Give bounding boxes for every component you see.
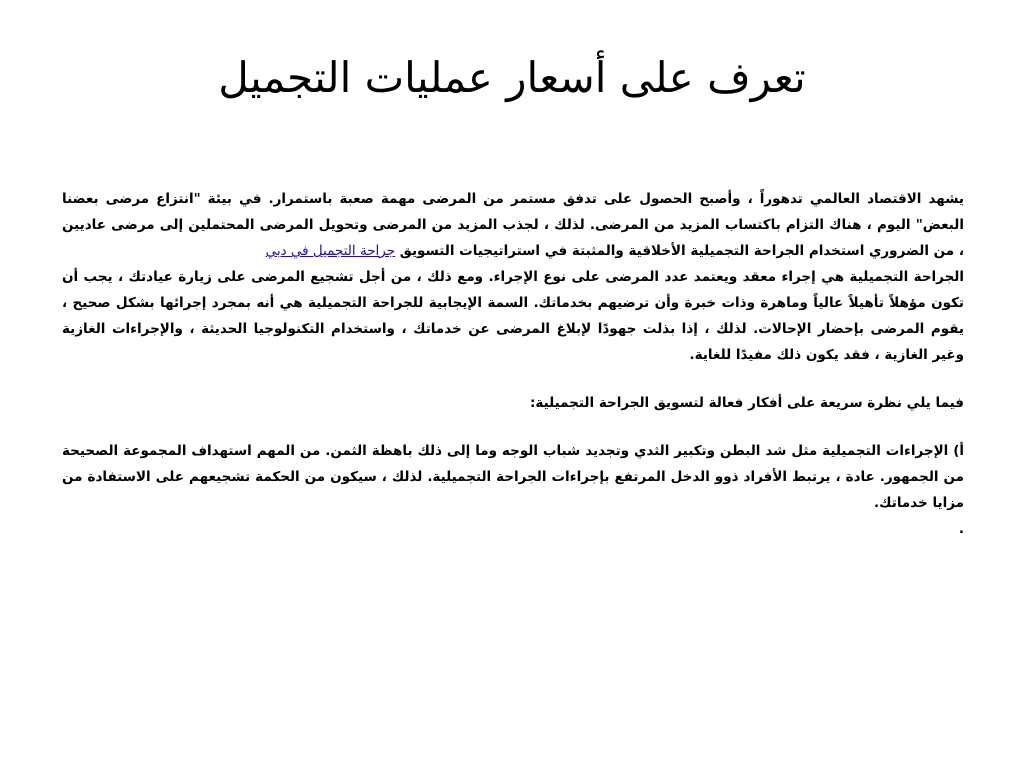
paragraph-marketing-ideas-heading: فيما يلي نظرة سريعة على أفكار فعالة لتسويق الجراحة التجميلية: xyxy=(530,395,964,411)
dubai-cosmetic-surgery-link[interactable]: جراحة التجميل في دبي xyxy=(265,243,396,259)
trailing-dot: . xyxy=(958,521,964,537)
slide-body xyxy=(62,186,964,542)
paragraph-intro xyxy=(62,186,964,264)
paragraph-intro-text: يشهد الاقتصاد العالمي تدهوراً ، وأصبح الحصول على تدفق مستمر من المرضى مهمة صعبة باستمرار. في بيئة "انتزاع مرضى بعضنا البعض" اليوم ، هناك التزام باكتساب المزيد من المرضى. لذلك ، لجذب المزيد من المرضى وتحويل المرضى المحتملين إلى مرضى عاديين ، من الضروري استخدام الجراحة التجميلية الأخلاقية والمثبتة في استراتيجيات التسويق xyxy=(62,191,964,259)
paragraph-point-a: أ) الإجراءات التجميلية مثل شد البطن وتكبير الثدي وتجديد شباب الوجه وما إلى ذلك باهظة الثمن. من المهم استهداف المجموعة الصحيحة من الجمهور. عادة ، يرتبط الأفراد ذوو الدخل المرتفع بإجراءات الجراحة التجميلية. لذلك ، سيكون من الحكمة تشجيعهم على الاستفادة من مزايا خدماتك. xyxy=(62,443,964,511)
slide-title: تعرف على أسعار عمليات التجميل xyxy=(218,53,806,102)
paragraph-procedure: الجراحة التجميلية هي إجراء معقد ويعتمد عدد المرضى على نوع الإجراء. ومع ذلك ، من أجل تشجيع المرضى على زيارة عيادتك ، يجب أن تكون مؤهلاً تأهيلاً عالياً وماهرة وذات خبرة وأن ترضيهم بخدماتك. السمة الإيجابية للجراحة التجميلية هي أنه بمجرد إجرائها بشكل صحيح ، يقوم المرضى بإحضار الإحالات. لذلك ، إذا بذلت جهودًا لإبلاغ المرضى عن خدماتك ، واستخدام التكنولوجيا الحديثة ، والإجراءات الغازية وغير الغازية ، فقد يكون ذلك مفيدًا للغاية. xyxy=(62,269,964,363)
